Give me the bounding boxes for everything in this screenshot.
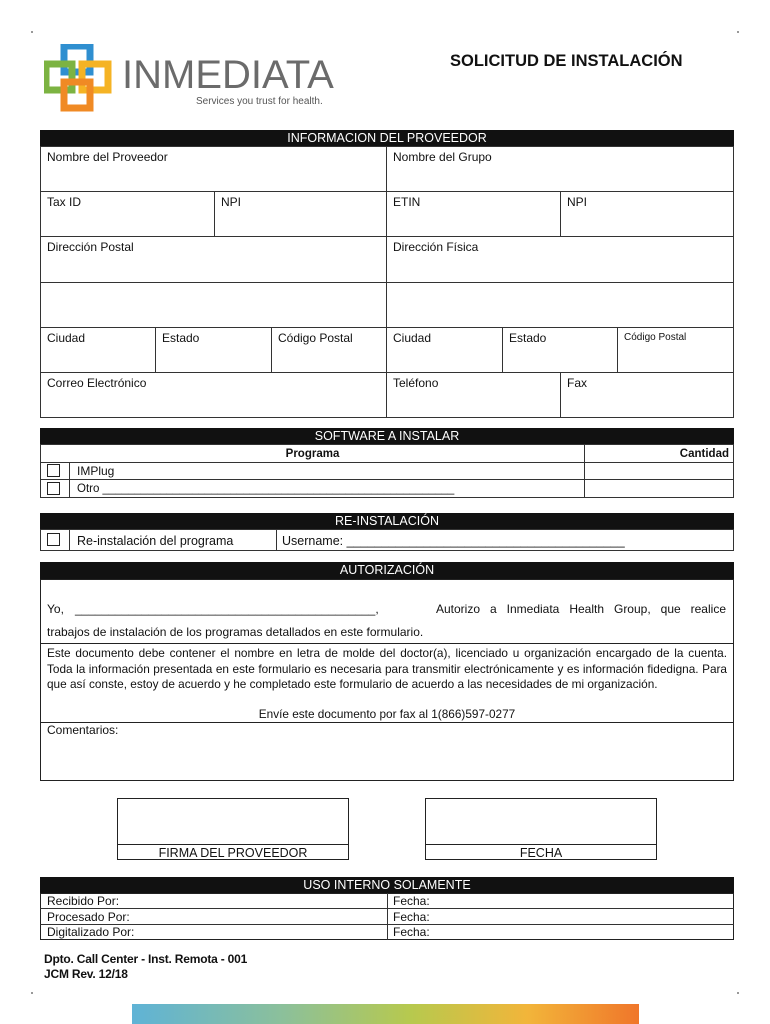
field-label: Nombre del Proveedor: [47, 150, 168, 164]
tax-id-field[interactable]: [40, 191, 215, 237]
row-divider: [69, 529, 70, 551]
column-label: Programa: [285, 448, 340, 460]
authorization-line1-end: Autorizo a Inmediata Health Group, que realice: [436, 602, 726, 616]
field-label: Dirección Física: [393, 240, 479, 254]
etin-field[interactable]: [386, 191, 561, 237]
physical-address-field[interactable]: [386, 236, 734, 283]
page-title: SOLICITUD DE INSTALACIÓN: [450, 52, 683, 70]
field-label: Ciudad: [393, 331, 432, 345]
field-label: Tax ID: [47, 195, 82, 209]
city-right-field[interactable]: [386, 327, 503, 373]
received-date-field[interactable]: Fecha:: [393, 894, 430, 908]
comments-label: Comentarios:: [47, 723, 119, 737]
fax-instruction: Envíe este documento por fax al 1(866)597-0277: [258, 707, 516, 721]
field-label: Correo Electrónico: [47, 376, 147, 390]
section-header-reinstall: RE-INSTALACIÓN: [40, 513, 734, 529]
section-header-software: SOFTWARE A INSTALAR: [40, 428, 734, 444]
quantity-other-field[interactable]: [584, 479, 734, 498]
notice-text: Este documento debe contener el nombre en letra de molde del doctor(a), licenciado u organización encargado de la cuenta. Toda la información presentada en este formulario es necesaria para transmitir electrónicamente y es información fidedigna. Para que así conste, estoy de acuerdo y he completado este formulario de acuerdo a las necesidades de mi organización.: [47, 646, 727, 691]
software-row-implug: [40, 462, 585, 480]
comments-field[interactable]: [40, 722, 734, 781]
npi-right-field[interactable]: [560, 191, 734, 237]
field-label: Ciudad: [47, 331, 86, 345]
column-header-quantity: [584, 444, 734, 463]
physical-address-line2[interactable]: [386, 282, 734, 328]
field-label: Código Postal: [624, 332, 687, 343]
internal-divider-row: [40, 908, 734, 909]
corner-mark: [737, 31, 739, 33]
column-label: Cantidad: [679, 448, 729, 460]
phone-field[interactable]: [386, 372, 561, 418]
field-label: Nombre del Grupo: [393, 150, 492, 164]
logo-wordmark: INMEDIATA: [122, 53, 334, 97]
field-label: Estado: [509, 331, 547, 345]
implug-label: IMPlug: [77, 464, 115, 478]
zip-right-field[interactable]: [617, 327, 734, 373]
email-field[interactable]: [40, 372, 387, 418]
corner-mark: [31, 31, 33, 33]
footer-department: Dpto. Call Center - Inst. Remota - 001: [44, 952, 248, 966]
section-header-provider: INFORMACION DEL PROVEEDOR: [40, 130, 734, 146]
provider-signature-label: FIRMA DEL PROVEEDOR: [158, 846, 308, 860]
other-label[interactable]: Otro _______________________________________________________: [77, 483, 455, 495]
implug-checkbox[interactable]: [47, 464, 60, 477]
field-label: Fax: [567, 376, 588, 390]
processed-by-field[interactable]: Procesado Por:: [47, 910, 130, 924]
group-name-field[interactable]: [386, 146, 734, 192]
received-by-field[interactable]: Recibido Por:: [47, 894, 120, 908]
footer-color-stripe: [132, 1004, 639, 1024]
authorization-line2: trabajos de instalación de los programas detallados en este formulario.: [47, 625, 424, 639]
section-header-internal: USO INTERNO SOLAMENTE: [40, 877, 734, 893]
field-label: Dirección Postal: [47, 240, 134, 254]
footer-revision: JCM Rev. 12/18: [44, 967, 128, 981]
company-logo: [44, 44, 334, 114]
other-checkbox[interactable]: [47, 482, 60, 495]
quantity-implug-field[interactable]: [584, 462, 734, 480]
processed-date-field[interactable]: Fecha:: [393, 910, 430, 924]
reinstall-checkbox[interactable]: [47, 533, 60, 546]
state-right-field[interactable]: [502, 327, 618, 373]
provider-signature-field[interactable]: [117, 798, 349, 845]
date-label: FECHA: [519, 846, 563, 860]
internal-divider-vertical: [387, 893, 388, 940]
provider-name-field[interactable]: [40, 146, 387, 192]
authorization-name-field[interactable]: _____________________________________________,: [75, 602, 379, 616]
postal-address-line2[interactable]: [40, 282, 387, 328]
authorization-line1-start: Yo,: [47, 602, 64, 616]
digitized-date-field[interactable]: Fecha:: [393, 925, 430, 939]
field-label: Teléfono: [393, 376, 439, 390]
logo-tagline: Services you trust for health.: [196, 96, 323, 107]
column-header-program: [40, 444, 585, 463]
reinstall-label: Re-instalación del programa: [77, 534, 234, 548]
field-label: NPI: [567, 195, 588, 209]
corner-mark: [737, 992, 739, 994]
fax-field[interactable]: [560, 372, 734, 418]
zip-left-field[interactable]: [271, 327, 387, 373]
date-field[interactable]: [425, 798, 657, 845]
field-label: ETIN: [393, 195, 421, 209]
field-label: Código Postal: [278, 331, 353, 345]
logo-mark-icon: [44, 44, 114, 114]
section-header-authorization: AUTORIZACIÓN: [40, 562, 734, 579]
corner-mark: [31, 992, 33, 994]
field-label: Estado: [162, 331, 200, 345]
username-field[interactable]: Username: ________________________________________: [282, 534, 625, 548]
row-divider: [276, 529, 277, 551]
digitized-by-field[interactable]: Digitalizado Por:: [47, 925, 135, 939]
npi-left-field[interactable]: [214, 191, 387, 237]
state-left-field[interactable]: [155, 327, 272, 373]
city-left-field[interactable]: [40, 327, 156, 373]
postal-address-field[interactable]: [40, 236, 387, 283]
internal-divider-row: [40, 924, 734, 925]
field-label: NPI: [221, 195, 242, 209]
